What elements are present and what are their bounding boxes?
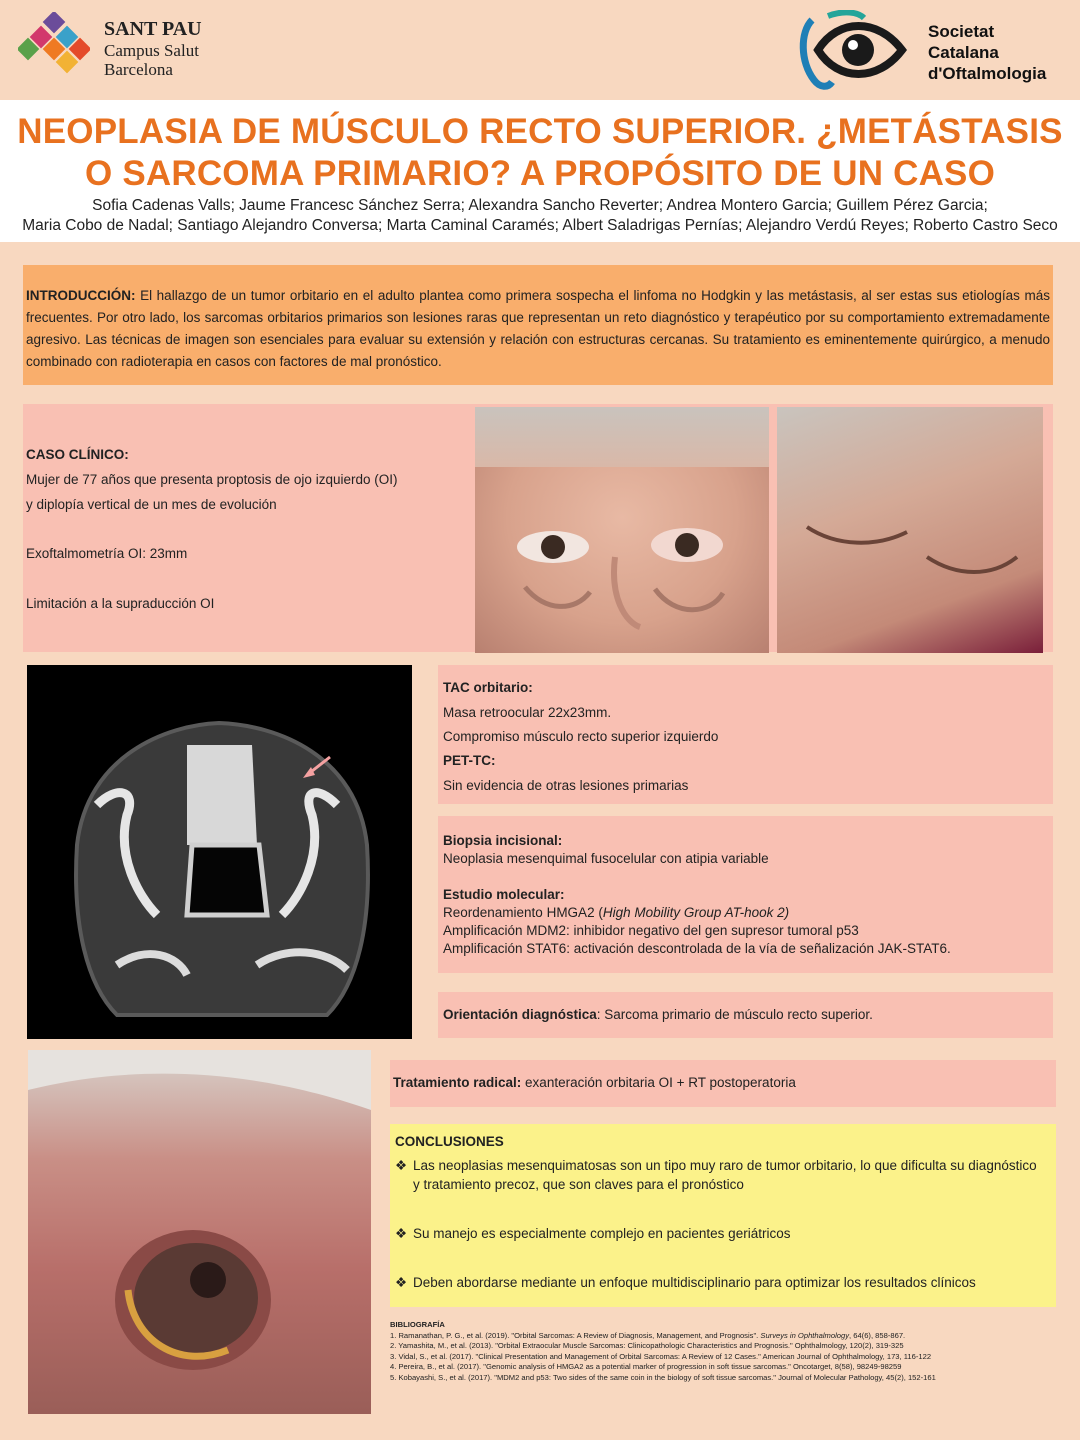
ref-1-journal: Surveys in Ophthalmology [760,1330,850,1340]
molecular-line2: Amplificación MDM2: inhibidor negativo del gen supresor tumoral p53 [443,923,859,938]
eyes-illustration-icon [475,407,769,653]
conclusion-item-2-text: Su manejo es especialmente complejo en pacientes geriátricos [413,1226,791,1241]
caso-line2: y diplopía vertical de un mes de evolución [26,497,277,512]
caso-line1: Mujer de 77 años que presenta proptosis de ojo izquierdo (OI) [26,472,398,487]
tratamiento-label: Tratamiento radical: [393,1075,522,1090]
tac-heading: TAC orbitario: [443,680,533,695]
ref-5: 5. Kobayashi, S., et al. (2017). "MDM2 and p53: Two sides of the same coin in the biology of soft tissue sarcomas." Journal of Molecular Pathology, 45(2), 152-161 [390,1372,936,1382]
conclusion-item-1-text: Las neoplasias mesenquimatosas son un tipo muy raro de tumor orbitario, lo que dificulta su diagnóstico y tratamiento precoz, que son claves para el pronóstico [413,1158,1037,1192]
ref-1-end: , 64(6), 858-867. [849,1330,906,1340]
conclusion-item-1 [395,1156,1045,1194]
ref-1 [390,1331,1060,1342]
molecular-line3: Amplificación STAT6: activación descontrolada de la vía de señalización JAK-STAT6. [443,941,951,956]
biopsia-box [438,816,1053,973]
patient-downgaze-photo [777,407,1043,653]
sco-line2: Catalana [928,43,999,62]
sco-line1: Societat [928,22,995,41]
tac-line2: Compromiso músculo recto superior izquierdo [443,729,719,744]
conclusion-item-3 [395,1273,1045,1292]
authors-line2: Maria Cobo de Nadal; Santiago Alejandro Conversa; Marta Caminal Caramés; Albert Saladrigas Pernías; Alejandro Verdú Reyes; Roberto Castro Seco [22,217,1058,234]
molecular-line1-italic: High Mobility Group AT-hook 2) [602,905,790,920]
conclusion-item-3-text: Deben abordarse mediante un enfoque multidisciplinario para optimizar los resultados clínicos [413,1275,976,1290]
postop-photo [28,1050,371,1414]
bibliografia [390,1320,1060,1383]
ref-2: 2. Yamashita, M., et al. (2013). "Orbital Extraocular Muscle Sarcomas: Clinicopathologic Characteristics and Prognosis." Ophthalmology, 120(2), 319-325 [390,1341,904,1350]
diamond-bullet-icon: ❖ [395,1226,408,1241]
intro-label: INTRODUCCIÓN: [26,288,136,303]
caso-line4: Limitación a la supraducción OI [26,596,215,611]
pet-line: Sin evidencia de otras lesiones primarias [443,778,689,793]
tac-line1: Masa retroocular 22x23mm. [443,705,612,720]
sant-pau-logo [18,12,238,88]
sant-pau-name: SANT PAU [104,18,202,40]
pet-heading: PET-TC: [443,753,496,768]
diamond-bullet-icon: ❖ [395,1275,408,1290]
caso-heading: CASO CLÍNICO: [26,447,129,462]
conclusion-item-2 [395,1224,1045,1243]
tratamiento-box [390,1060,1056,1107]
ct-scan-image [27,665,412,1039]
intro-text: El hallazgo de un tumor orbitario en el adulto plantea como primera sospecha el linfoma no Hodgkin y las metástasis, al ser estas sus etiologías más frecuentes. Por otro lado, los sarcomas orbitarios primarios son lesiones raras que representan un reto diagnóstico y terapéutico por su comportamiento extremadamente agresivo. Las técnicas de imagen son esenciales para evaluar su extensión y relación con estructuras cercanas. Su tratamiento es eminentemente quirúrgico, a menudo combinado con radioterapia en casos con factores de mal pronóstico. [26,288,1050,369]
molecular-line1 [443,904,789,922]
tac-box [438,665,1053,804]
orientacion-label: Orientación diagnóstica [443,1007,597,1022]
ct-orbit-illustration-icon [27,665,412,1039]
poster-title-line2: O SARCOMA PRIMARIO? A PROPÓSITO DE UN CASO [84,154,996,193]
molecular-line1-text: Reordenamiento HMGA2 ( [443,905,603,920]
downgaze-illustration-icon [777,407,1043,653]
orientacion-line [443,1004,873,1026]
bibliografia-heading: BIBLIOGRAFÍA [390,1320,445,1329]
sant-pau-sub1: Campus Salut [104,41,199,60]
ref-3: 3. Vidal, S., et al. (2017). "Clinical Presentation and Management of Orbital Sarcomas: A Review of 12 Cases." American Journal of Ophthalmology, 173, 116-122 [390,1351,932,1361]
poster-title-line1: NEOPLASIA DE MÚSCULO RECTO SUPERIOR. ¿METÁSTASIS [17,112,1063,151]
diamond-bullet-icon: ❖ [395,1158,408,1173]
molecular-heading: Estudio molecular: [443,887,565,902]
conclusiones-heading: CONCLUSIONES [395,1134,504,1149]
title-band [0,100,1080,242]
biopsia-line1: Neoplasia mesenquimal fusocelular con atipia variable [443,851,769,866]
authors-line1: Sofia Cadenas Valls; Jaume Francesc Sánchez Serra; Alexandra Sancho Reverter; Andrea Montero Garcia; Guillem Pérez Garcia; [92,197,988,214]
orientacion-box [438,992,1053,1038]
intro-box [23,265,1053,385]
biopsia-heading: Biopsia incisional: [443,833,563,848]
orientacion-text: : Sarcoma primario de músculo recto superior. [596,1007,873,1022]
patient-face-photo [475,407,769,653]
tratamiento-text: exanteración orbitaria OI + RT postoperatoria [521,1075,796,1090]
ref-4: 4. Pereira, B., et al. (2017). "Genomic analysis of HMGA2 as a potential marker of progression in soft tissue sarcomas." Oncotarget, 8(58), 98249-98259 [390,1362,902,1371]
eye-logo-icon [798,10,910,92]
header [0,0,1080,100]
tratamiento-line [393,1072,796,1094]
sant-pau-sub2: Barcelona [104,60,173,79]
caso-line3: Exoftalmometría OI: 23mm [26,546,188,561]
sant-pau-diamonds-icon [18,12,90,84]
intro-paragraph [26,285,1050,373]
sco-line3: d'Oftalmologia [928,64,1047,83]
exenteration-illustration-icon [28,1050,371,1414]
conclusiones-box [390,1124,1056,1307]
ref-1-text: 1. Ramanathan, P. G., et al. (2019). "Orbital Sarcomas: A Review of Diagnosis, Management, and Prognosis". [390,1330,761,1340]
sco-logo [798,10,1068,92]
